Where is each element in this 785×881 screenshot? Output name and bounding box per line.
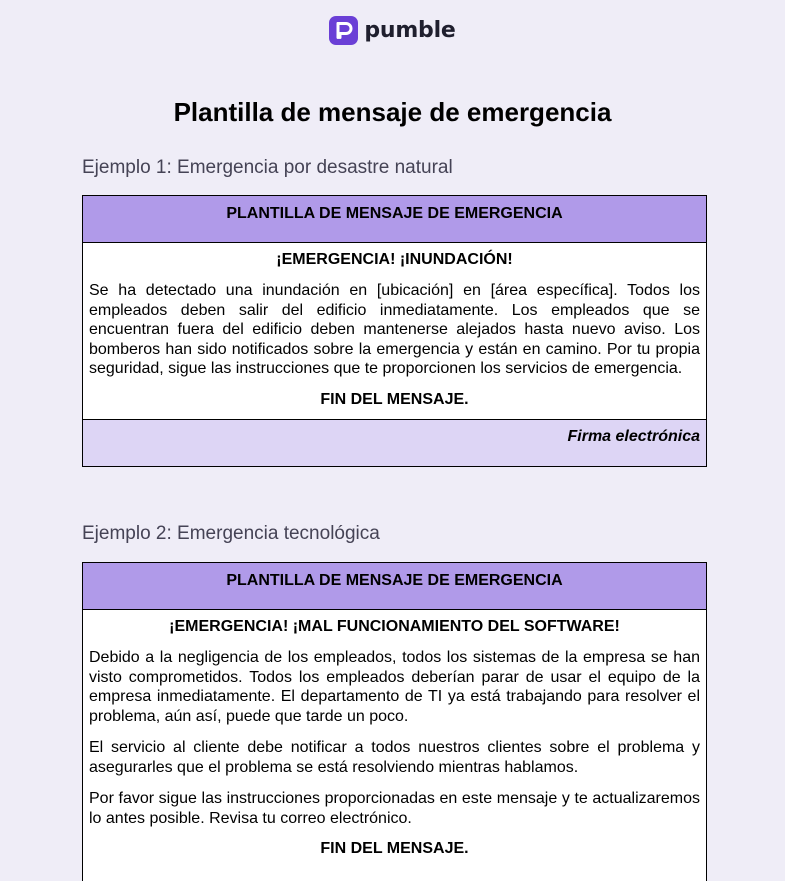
template-title: ¡EMERGENCIA! ¡INUNDACIÓN! — [276, 251, 513, 268]
template-end: FIN DEL MENSAJE. — [320, 390, 469, 408]
template-body — [83, 610, 706, 868]
template-paragraph: Por favor sigue las instrucciones proporcionadas en este mensaje y te actualizaremos lo antes posible. Revisa tu correo electrónico. — [89, 790, 700, 827]
template-paragraph: Se ha detectado una inundación en [ubicación] en [área específica]. Todos los empleados deben salir del edificio inmediatamente. Los empleados que se encuentran fuera del edificio deben mantenerse alejados hasta nuevo aviso. Los bomberos han sido notificados sobre la emergencia y están en camino. Por tu propia seguridad, sigue las instrucciones que te proporcionen los servicios de emergencia. — [89, 282, 700, 377]
page-title: Plantilla de mensaje de emergencia — [173, 97, 612, 127]
template-paragraph: Debido a la negligencia de los empleados, todos los sistemas de la empresa se han visto comprometidos. Todos los empleados deberían parar de usar el equipo de la empresa inmediatamente. El departamento de TI ya está trabajando para resolver el problema, aún así, puede que tarde un poco. — [89, 649, 700, 725]
example-2-heading: Ejemplo 2: Emergencia tecnológica — [82, 523, 380, 544]
brand-logo[interactable] — [0, 16, 785, 45]
template-paragraph: El servicio al cliente debe notificar a todos nuestros clientes sobre el problema y asegurarles que el problema se está resolviendo mientras hablamos. — [89, 739, 700, 776]
template-signature: Firma electrónica — [83, 419, 706, 466]
template-title: ¡EMERGENCIA! ¡MAL FUNCIONAMIENTO DEL SOFTWARE! — [169, 618, 620, 635]
example-1-heading: Ejemplo 1: Emergencia por desastre natural — [82, 157, 453, 178]
brand-name: pumble — [364, 18, 456, 43]
template-header: PLANTILLA DE MENSAJE DE EMERGENCIA — [83, 563, 706, 610]
template-card-2 — [82, 562, 707, 881]
pumble-logo-icon — [329, 16, 358, 45]
template-header: PLANTILLA DE MENSAJE DE EMERGENCIA — [83, 196, 706, 243]
template-body — [83, 243, 706, 419]
template-end: FIN DEL MENSAJE. — [320, 840, 469, 857]
template-card-1 — [82, 195, 707, 467]
